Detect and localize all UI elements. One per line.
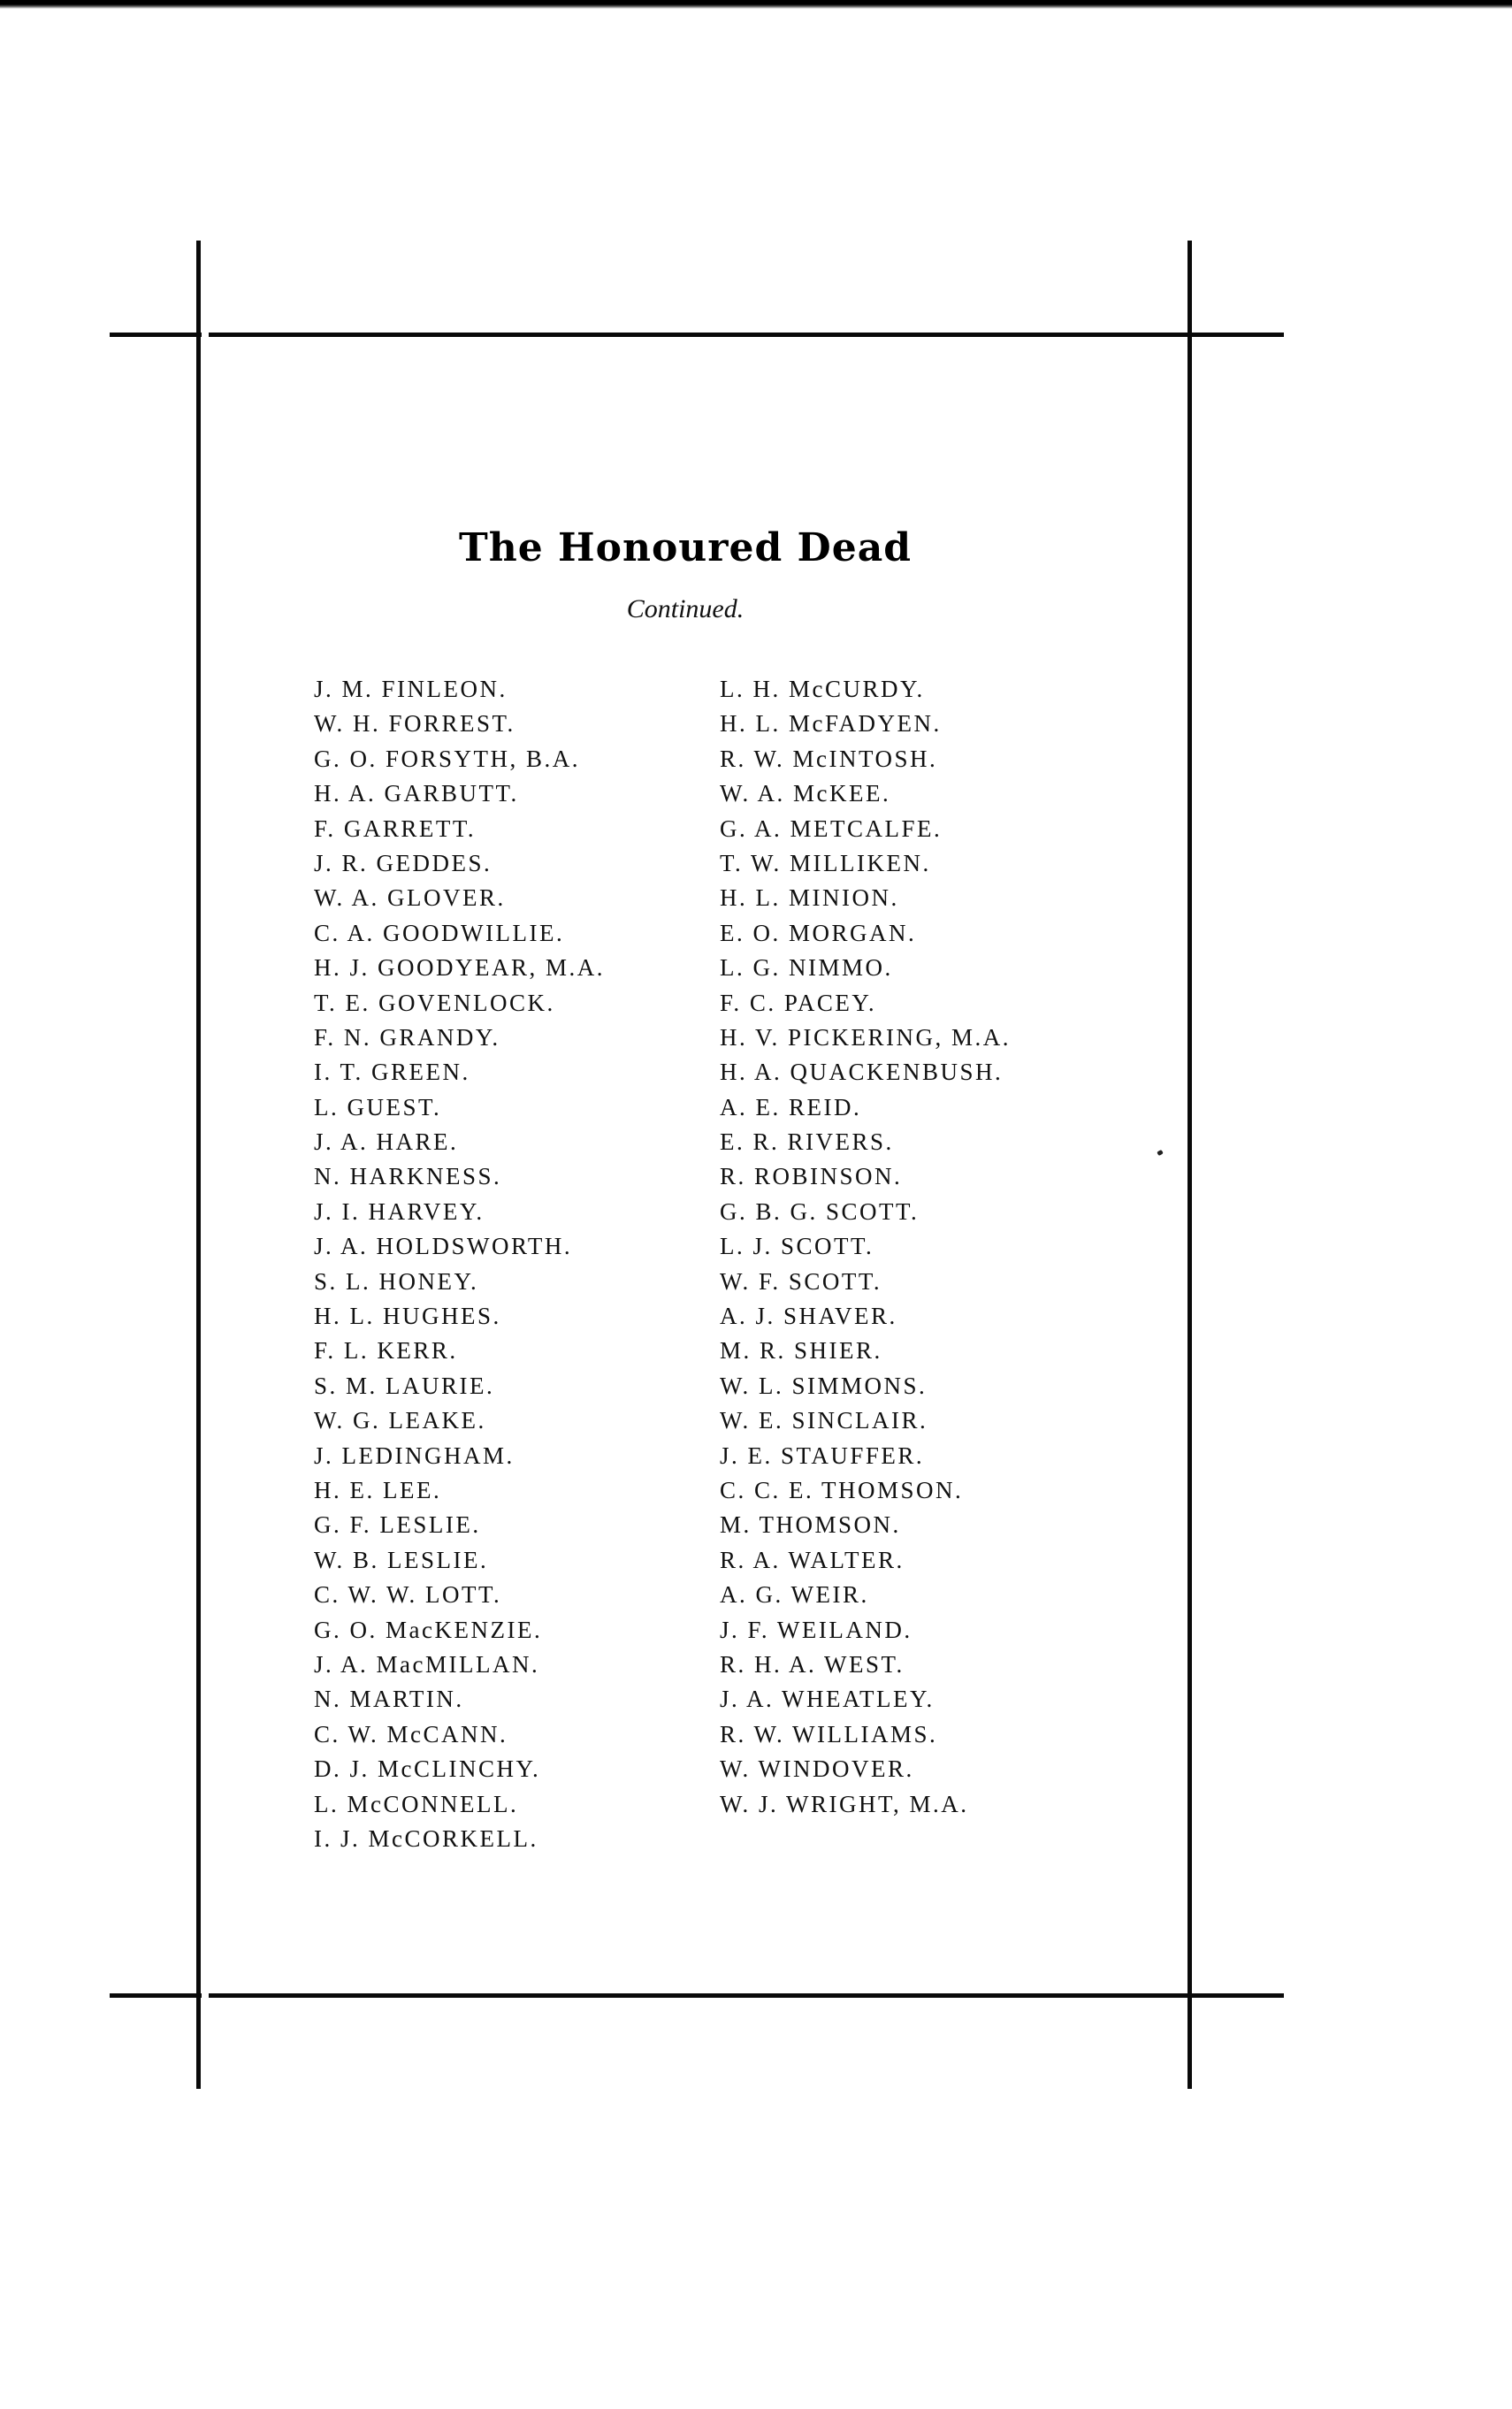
name-entry: H. L. McFADYEN. (720, 710, 942, 738)
name-entry: J. I. HARVEY. (314, 1197, 485, 1225)
name-entry: R. H. A. WEST. (720, 1650, 905, 1678)
name-entry: J. R. GEDDES. (314, 849, 493, 876)
name-entry: G. B. G. SCOTT. (720, 1197, 920, 1225)
name-entry: S. L. HONEY. (314, 1267, 479, 1295)
name-entry: W. H. FORREST. (314, 710, 515, 738)
name-entry: F. N. GRANDY. (314, 1023, 500, 1051)
right-border-rule (1187, 241, 1192, 2089)
name-entry: L. G. NIMMO. (720, 954, 893, 982)
name-entry: G. O. FORSYTH, B.A. (314, 745, 581, 772)
name-entry: J. A. HARE. (314, 1128, 459, 1156)
name-entry: C. W. McCANN. (314, 1720, 508, 1747)
name-entry: T. W. MILLIKEN. (720, 849, 931, 876)
name-entry: R. W. WILLIAMS. (720, 1720, 938, 1747)
name-entry: W. G. LEAKE. (314, 1407, 486, 1434)
name-entry: J. M. FINLEON. (314, 676, 508, 702)
name-entry: R. W. McINTOSH. (720, 745, 938, 772)
bottom-border-rule (110, 1993, 1284, 1998)
name-entry: W. L. SIMMONS. (720, 1372, 928, 1399)
name-entry: R. A. WALTER. (720, 1546, 905, 1573)
name-entry: M. THOMSON. (720, 1511, 901, 1539)
name-entry: G. O. MacKENZIE. (314, 1616, 543, 1643)
name-entry: J. A. WHEATLEY. (720, 1686, 935, 1713)
name-entry: J. E. STAUFFER. (720, 1442, 925, 1469)
name-entry: L. GUEST. (314, 1093, 442, 1120)
name-entry: A. E. REID. (720, 1093, 862, 1120)
name-entry: H. V. PICKERING, M.A. (720, 1023, 1012, 1051)
name-entry: H. A. QUACKENBUSH. (720, 1059, 1004, 1086)
name-entry: N. HARKNESS. (314, 1163, 502, 1190)
name-entry: A. G. WEIR. (720, 1581, 869, 1609)
name-entry: W. E. SINCLAIR. (720, 1407, 928, 1434)
name-entry: H. L. MINION. (720, 884, 899, 912)
name-entry: H. A. GARBUTT. (314, 780, 519, 807)
name-entry: D. J. McCLINCHY. (314, 1755, 541, 1783)
name-entry: N. MARTIN. (314, 1686, 464, 1713)
name-entry: F. GARRETT. (314, 814, 477, 842)
name-entry: G. A. METCALFE. (720, 814, 943, 842)
name-entry: F. L. KERR. (314, 1337, 458, 1365)
name-entry: L. McCONNELL. (314, 1790, 519, 1817)
name-entry: G. F. LESLIE. (314, 1511, 481, 1539)
name-entry: C. C. E. THOMSON. (720, 1476, 964, 1503)
name-entry: W. J. WRIGHT, M.A. (720, 1790, 969, 1817)
name-entry: T. E. GOVENLOCK. (314, 989, 555, 1016)
name-entry: C. W. W. LOTT. (314, 1581, 502, 1609)
name-entry: S. M. LAURIE. (314, 1372, 495, 1399)
name-entry: J. A. HOLDSWORTH. (314, 1233, 573, 1260)
name-entry: F. C. PACEY. (720, 989, 877, 1016)
name-entry: W. A. McKEE. (720, 780, 891, 807)
name-entry: J. F. WEILAND. (720, 1616, 913, 1643)
name-entry: J. LEDINGHAM. (314, 1442, 515, 1469)
names-column-right (720, 672, 1011, 1822)
page-title: The Honoured Dead (459, 525, 912, 570)
name-entry: M. R. SHIER. (720, 1337, 882, 1365)
names-column-left (314, 672, 605, 1856)
name-entry: W. WINDOVER. (720, 1755, 914, 1783)
name-entry: W. B. LESLIE. (314, 1546, 489, 1573)
name-entry: J. A. MacMILLAN. (314, 1650, 540, 1678)
name-entry: R. ROBINSON. (720, 1163, 903, 1190)
scan-top-edge (0, 0, 1512, 9)
ink-speck (1157, 1150, 1164, 1156)
name-entry: H. E. LEE. (314, 1476, 442, 1503)
left-border-rule (196, 241, 201, 2089)
top-border-rule (110, 333, 1284, 337)
name-entry: I. T. GREEN. (314, 1059, 470, 1086)
name-entry: L. H. McCURDY. (720, 676, 925, 702)
name-entry: A. J. SHAVER. (720, 1303, 897, 1330)
name-entry: W. F. SCOTT. (720, 1267, 882, 1295)
name-entry: H. L. HUGHES. (314, 1303, 501, 1330)
name-entry: E. R. RIVERS. (720, 1128, 894, 1156)
name-entry: C. A. GOODWILLIE. (314, 919, 565, 946)
name-entry: E. O. MORGAN. (720, 919, 917, 946)
rule-gap (202, 1992, 209, 2000)
rule-gap (202, 331, 209, 339)
page-subtitle: Continued. (626, 594, 745, 623)
name-entry: I. J. McCORKELL. (314, 1824, 538, 1852)
name-entry: W. A. GLOVER. (314, 884, 506, 912)
name-entry: L. J. SCOTT. (720, 1233, 874, 1260)
name-entry: H. J. GOODYEAR, M.A. (314, 954, 606, 982)
